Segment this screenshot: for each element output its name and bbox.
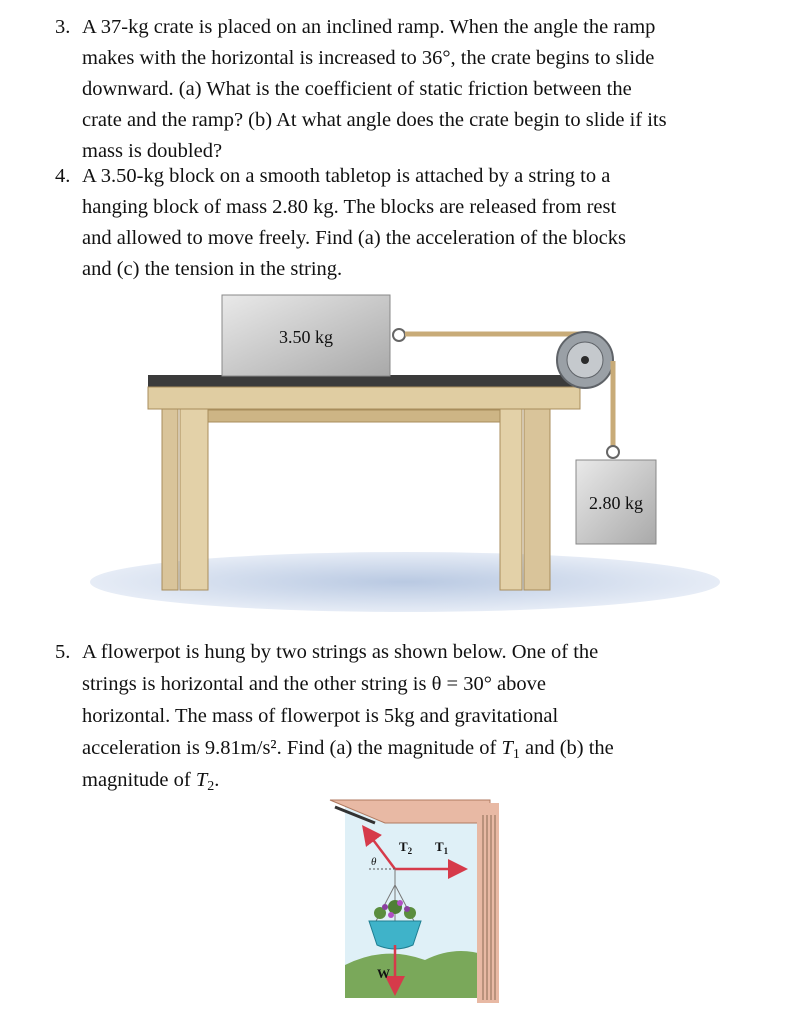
problem-4 xyxy=(55,161,755,285)
weight-label: W xyxy=(377,966,390,981)
problem-5-line: horizontal. The mass of flowerpot is 5kg and gravitational xyxy=(82,705,559,727)
problem-4-text xyxy=(82,161,755,285)
pulley xyxy=(557,332,613,388)
t1-symbol: T xyxy=(501,737,513,759)
problem-5-line: A flowerpot is hung by two strings as shown below. One of the xyxy=(82,641,599,663)
t1-subscript: 1 xyxy=(512,747,520,762)
problem-5-line-mid: and (b) the xyxy=(519,737,614,759)
problem-5-line: strings is horizontal and the other string is θ = 30° above xyxy=(82,673,546,695)
problem-3-line: A 37-kg crate is placed on an inclined ramp. When the angle the ramp xyxy=(82,16,656,38)
grass xyxy=(345,951,485,998)
wall xyxy=(477,803,499,1003)
problem-4-line: A 3.50-kg block on a smooth tabletop is attached by a string to a xyxy=(82,165,611,187)
problem-4-number: 4. xyxy=(55,165,71,187)
problem-3-text xyxy=(82,12,755,167)
flowerpot-figure xyxy=(325,795,505,1005)
t2-label-letter: T xyxy=(399,839,408,854)
problem-4-line: and allowed to move freely. Find (a) the acceleration of the blocks xyxy=(82,227,626,249)
problem-4-line: and (c) the tension in the string. xyxy=(82,258,343,280)
problem-5-line-prefix: magnitude of xyxy=(82,769,196,791)
problem-5-number: 5. xyxy=(55,641,71,663)
theta-label: θ xyxy=(371,856,377,868)
hanging-block-label: 2.80 kg xyxy=(589,493,643,513)
t2-symbol: T xyxy=(195,769,208,791)
hanging-hook xyxy=(607,446,619,458)
problem-3-line: crate and the ramp? (b) At what angle does the crate begin to slide if its xyxy=(82,109,667,131)
problem-5-line-suffix: . xyxy=(214,769,220,791)
problem-5-line-text: acceleration is 9.81m/s². Find (a) the magnitude of xyxy=(82,737,497,759)
t1-label-letter: T xyxy=(435,839,444,854)
problem-3-line: downward. (a) What is the coefficient of static friction between the xyxy=(82,78,632,100)
t1-label-sub: 1 xyxy=(443,846,449,856)
problem-3 xyxy=(55,12,755,167)
problem-5-text xyxy=(82,636,755,796)
problem-3-number: 3. xyxy=(55,16,71,38)
problem-3-line: mass is doubled? xyxy=(82,140,223,162)
problem-5 xyxy=(55,636,755,796)
t2-label-sub: 2 xyxy=(407,846,413,856)
problem-4-line: hanging block of mass 2.80 kg. The blocks are released from rest xyxy=(82,196,617,218)
problem-5-line xyxy=(82,764,755,796)
tabletop-edge xyxy=(148,387,580,409)
block-hook xyxy=(393,329,405,341)
problem-3-line: makes with the horizontal is increased to 36°, the crate begins to slide xyxy=(82,47,655,69)
block-on-table-label: 3.50 kg xyxy=(279,327,333,347)
flowerpot xyxy=(369,921,421,949)
tabletop-surface xyxy=(148,375,580,387)
problem-5-line xyxy=(82,732,755,764)
table-pulley-figure xyxy=(80,285,730,625)
t2-subscript: 2 xyxy=(207,779,215,794)
